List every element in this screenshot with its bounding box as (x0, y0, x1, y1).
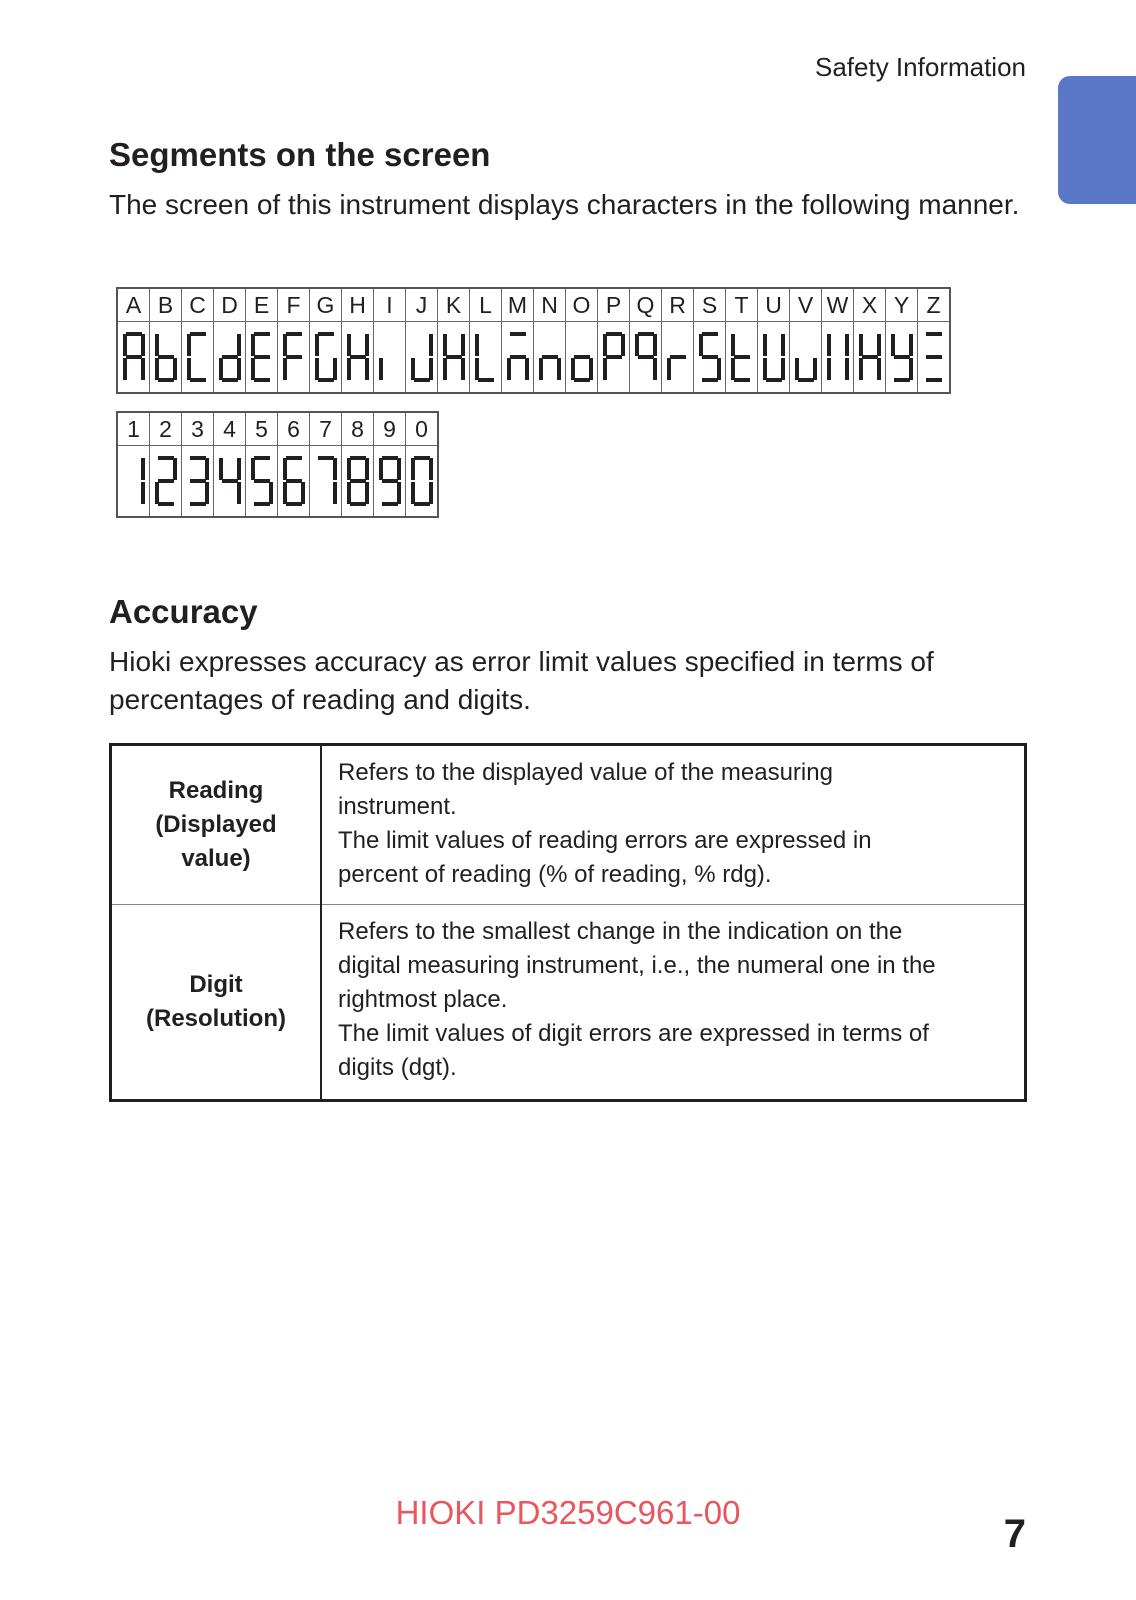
segment-e (347, 482, 351, 504)
character-segment-cell (566, 322, 598, 394)
character-segment-cell (918, 322, 951, 394)
segment-g (734, 355, 750, 359)
segment-f (443, 334, 447, 356)
segment-e (155, 482, 159, 504)
segment-c (877, 358, 881, 380)
segment-c (397, 482, 401, 504)
segment-f (475, 334, 479, 356)
character-segment-cell (182, 446, 214, 518)
character-segment-cell (182, 322, 214, 394)
character-label: D (214, 288, 246, 322)
segment-g (638, 355, 654, 359)
character-segment-cell (117, 322, 150, 394)
character-segment-cell (502, 322, 534, 394)
segment-e (667, 358, 671, 380)
segment-f (347, 458, 351, 480)
segment-g (606, 355, 622, 359)
segment-d (414, 378, 430, 382)
character-label: A (117, 288, 150, 322)
character-segment-cell (117, 446, 150, 518)
character-segment-cell (854, 322, 886, 394)
lcd-glyph-icon (571, 332, 593, 382)
segment-g (286, 355, 302, 359)
segment-d (894, 378, 910, 382)
segment-c (429, 358, 433, 380)
segment-b (333, 458, 337, 480)
character-segment-cell (310, 322, 342, 394)
lcd-glyph-icon (155, 456, 177, 506)
segment-g (254, 479, 270, 483)
page-number: 7 (1003, 1512, 1026, 1556)
segment-g (222, 479, 238, 483)
segment-f (379, 458, 383, 480)
lcd-glyph-icon (347, 456, 369, 506)
segment-a (254, 332, 270, 336)
segment-b (621, 334, 625, 356)
segment-b (205, 458, 209, 480)
lcd-glyph-icon (603, 332, 625, 382)
segment-c (301, 482, 305, 504)
segment-e (763, 358, 767, 380)
segment-g (542, 355, 558, 359)
segment-d (222, 378, 238, 382)
lcd-glyph-icon (443, 332, 465, 382)
character-segment-cell (278, 322, 310, 394)
character-label: P (598, 288, 630, 322)
lcd-glyph-icon (283, 332, 305, 382)
segment-f (699, 334, 703, 356)
segment-d (798, 378, 814, 382)
lcd-glyph-icon (731, 332, 753, 382)
lcd-glyph-icon (667, 332, 689, 382)
segment-b (653, 334, 657, 356)
segment-f (603, 334, 607, 356)
term-line: (Displayed (155, 811, 277, 838)
segment-f (283, 334, 287, 356)
description-line: instrument. (338, 793, 457, 820)
character-segment-cell (758, 322, 790, 394)
character-label: 8 (342, 412, 374, 446)
segment-b (141, 458, 145, 480)
segment-d (158, 502, 174, 506)
character-label: S (694, 288, 726, 322)
segment-f (891, 334, 895, 356)
segment-g (574, 355, 590, 359)
segment-g (382, 479, 398, 483)
lcd-glyph-icon (283, 456, 305, 506)
accuracy-row-reading (111, 745, 1026, 905)
segment-a (286, 456, 302, 460)
character-label: C (182, 288, 214, 322)
character-segment-cell (726, 322, 758, 394)
character-segment-cell (246, 322, 278, 394)
segment-e (283, 482, 287, 504)
segment-g (158, 479, 174, 483)
segment-f (731, 334, 735, 356)
description-line: Refers to the smallest change in the indication on the (338, 918, 903, 945)
segment-d (286, 502, 302, 506)
segment-g (926, 355, 942, 359)
segment-c (653, 358, 657, 380)
accuracy-row-digit (111, 905, 1026, 1101)
segment-e (219, 358, 223, 380)
segment-c (557, 358, 561, 380)
segment-c (429, 482, 433, 504)
segment-g (126, 355, 142, 359)
document-code: HIOKI PD3259C961-00 (395, 1494, 741, 1531)
segment-g (158, 355, 174, 359)
segment-d (190, 378, 206, 382)
lcd-glyph-icon (347, 332, 369, 382)
character-segment-cell (246, 446, 278, 518)
segment-e (315, 358, 319, 380)
segment-e (539, 358, 543, 380)
segment-c (365, 358, 369, 380)
lcd-glyph-icon (699, 332, 721, 382)
lcd-glyph-icon (411, 456, 433, 506)
letter-segment-table (116, 287, 951, 394)
term-line: value) (181, 845, 251, 872)
lcd-glyph-icon (379, 332, 401, 382)
segment-c (813, 358, 817, 380)
character-segment-cell (790, 322, 822, 394)
character-label: L (470, 288, 502, 322)
segment-d (478, 378, 494, 382)
segment-b (141, 334, 145, 356)
character-label: N (534, 288, 566, 322)
character-segment-cell (534, 322, 566, 394)
segment-c (269, 482, 273, 504)
lcd-glyph-icon (219, 332, 241, 382)
character-label: U (758, 288, 790, 322)
segment-e (123, 358, 127, 380)
lcd-glyph-icon (891, 332, 913, 382)
segment-b (173, 458, 177, 480)
segment-g (702, 355, 718, 359)
segment-g (510, 355, 526, 359)
character-segment-cell (470, 322, 502, 394)
lcd-glyph-icon (827, 332, 849, 382)
segment-b (237, 458, 241, 480)
character-segment-cell (374, 322, 406, 394)
running-header: Safety Information (815, 52, 1026, 82)
character-label: O (566, 288, 598, 322)
segment-c (461, 358, 465, 380)
lcd-glyph-icon (123, 332, 145, 382)
segment-a (286, 332, 302, 336)
segment-d (734, 378, 750, 382)
lcd-glyph-icon (187, 456, 209, 506)
segment-e (571, 358, 575, 380)
character-label: 0 (406, 412, 439, 446)
character-label: 1 (117, 412, 150, 446)
lcd-glyph-icon (315, 332, 337, 382)
segments-section (109, 136, 1029, 224)
segment-d (574, 378, 590, 382)
description-line: Refers to the displayed value of the measuring (338, 759, 833, 786)
segment-a (190, 332, 206, 336)
description-cell (321, 905, 1026, 1101)
lcd-glyph-icon (859, 332, 881, 382)
segment-c (237, 358, 241, 380)
segment-e (187, 358, 191, 380)
character-label: 5 (246, 412, 278, 446)
segment-d (766, 378, 782, 382)
segment-g (190, 479, 206, 483)
lcd-glyph-icon (251, 456, 273, 506)
chapter-tab (1058, 76, 1136, 204)
segment-g (222, 355, 238, 359)
segment-a (158, 456, 174, 460)
segment-d (382, 502, 398, 506)
segment-a (126, 332, 142, 336)
segment-d (158, 378, 174, 382)
segment-c (141, 482, 145, 504)
segment-a (638, 332, 654, 336)
segment-c (333, 482, 337, 504)
character-label: I (374, 288, 406, 322)
segment-c (717, 358, 721, 380)
segment-c (205, 482, 209, 504)
character-segment-cell (214, 446, 246, 518)
term-line: Digit (189, 971, 243, 998)
segment-e (411, 358, 415, 380)
segment-a (318, 456, 334, 460)
character-label: Z (918, 288, 951, 322)
segment-c (525, 358, 529, 380)
segment-e (155, 358, 159, 380)
character-label: H (342, 288, 374, 322)
character-label: B (150, 288, 182, 322)
segment-b (461, 334, 465, 356)
segment-d (702, 378, 718, 382)
character-label: Y (886, 288, 918, 322)
character-segment-cell (310, 446, 342, 518)
character-segment-cell (342, 322, 374, 394)
character-label: W (822, 288, 854, 322)
segment-e (603, 358, 607, 380)
character-segment-cell (886, 322, 918, 394)
character-label: F (278, 288, 310, 322)
character-segment-cell (694, 322, 726, 394)
character-label: J (406, 288, 438, 322)
segment-e (859, 358, 863, 380)
character-label: V (790, 288, 822, 322)
segment-g (862, 355, 878, 359)
segments-intro: The screen of this instrument displays characters in the following manner. (109, 189, 1020, 220)
character-label: R (662, 288, 694, 322)
accuracy-intro: Hioki expresses accuracy as error limit values specified in terms of percentages of reading and digits. (109, 646, 934, 715)
character-label: X (854, 288, 886, 322)
segment-f (763, 334, 767, 356)
segment-c (333, 358, 337, 380)
description-line: percent of reading (% of reading, % rdg). (338, 861, 772, 888)
character-segment-cell (406, 446, 439, 518)
accuracy-section (109, 593, 1029, 719)
character-label: 2 (150, 412, 182, 446)
segment-a (926, 332, 942, 336)
character-segment-cell (822, 322, 854, 394)
segment-e (251, 358, 255, 380)
segment-e (443, 358, 447, 380)
character-segment-cell (374, 446, 406, 518)
description-line: rightmost place. (338, 986, 508, 1013)
segment-b (365, 334, 369, 356)
character-label: G (310, 288, 342, 322)
character-label: 6 (278, 412, 310, 446)
segment-b (429, 458, 433, 480)
segment-c (909, 358, 913, 380)
segment-g (254, 355, 270, 359)
lcd-glyph-icon (475, 332, 497, 382)
segment-d (190, 502, 206, 506)
digit-segment-table (116, 411, 439, 518)
lcd-glyph-icon (155, 332, 177, 382)
segment-g (350, 355, 366, 359)
description-line: The limit values of reading errors are expressed in (338, 827, 872, 854)
character-segment-cell (342, 446, 374, 518)
segment-d (254, 502, 270, 506)
segment-e (827, 358, 831, 380)
segment-g (446, 355, 462, 359)
segment-b (237, 334, 241, 356)
segment-f (283, 458, 287, 480)
segment-c (141, 358, 145, 380)
lcd-glyph-icon (123, 456, 145, 506)
lcd-glyph-icon (763, 332, 785, 382)
segment-d (254, 378, 270, 382)
character-label: Q (630, 288, 662, 322)
segment-f (411, 458, 415, 480)
description-line: The limit values of digit errors are expressed in terms of (338, 1020, 929, 1047)
segment-a (254, 456, 270, 460)
segment-d (926, 378, 942, 382)
segment-e (347, 358, 351, 380)
segment-e (411, 482, 415, 504)
segment-e (795, 358, 799, 380)
segment-b (397, 458, 401, 480)
character-label: T (726, 288, 758, 322)
term-cell (111, 745, 322, 905)
segment-a (190, 456, 206, 460)
lcd-glyph-icon (187, 332, 209, 382)
character-label: 3 (182, 412, 214, 446)
segment-f (219, 458, 223, 480)
segment-e (507, 358, 511, 380)
segment-a (350, 456, 366, 460)
character-label: 4 (214, 412, 246, 446)
segment-c (365, 482, 369, 504)
segment-f (315, 334, 319, 356)
character-label: K (438, 288, 470, 322)
segment-g (894, 355, 910, 359)
character-segment-cell (214, 322, 246, 394)
segment-g (670, 355, 686, 359)
lcd-glyph-icon (635, 332, 657, 382)
segment-b (845, 334, 849, 356)
description-line: digital measuring instrument, i.e., the numeral one in the (338, 952, 936, 979)
lcd-glyph-icon (251, 332, 273, 382)
term-cell (111, 905, 322, 1101)
segment-a (318, 332, 334, 336)
segment-e (731, 358, 735, 380)
segment-f (635, 334, 639, 356)
segment-e (283, 358, 287, 380)
character-segment-cell (150, 322, 182, 394)
character-segment-cell (438, 322, 470, 394)
lcd-glyph-icon (219, 456, 241, 506)
segment-c (589, 358, 593, 380)
segment-c (237, 482, 241, 504)
segment-e (379, 358, 383, 380)
segment-b (781, 334, 785, 356)
accuracy-table (109, 743, 1027, 1102)
character-segment-cell (406, 322, 438, 394)
segment-a (414, 456, 430, 460)
lcd-glyph-icon (795, 332, 817, 382)
segment-f (347, 334, 351, 356)
segment-f (251, 458, 255, 480)
segment-d (318, 378, 334, 382)
lcd-glyph-icon (923, 332, 945, 382)
segment-a (510, 332, 526, 336)
term-line: (Resolution) (146, 1005, 286, 1032)
segment-g (350, 479, 366, 483)
lcd-glyph-icon (507, 332, 529, 382)
segment-a (702, 332, 718, 336)
segment-c (781, 358, 785, 380)
lcd-glyph-icon (539, 332, 561, 382)
segment-f (827, 334, 831, 356)
segment-b (429, 334, 433, 356)
segment-b (877, 334, 881, 356)
segment-b (909, 334, 913, 356)
character-segment-cell (630, 322, 662, 394)
description-cell (321, 745, 1026, 905)
segment-a (606, 332, 622, 336)
character-label: 9 (374, 412, 406, 446)
segment-b (365, 458, 369, 480)
character-segment-cell (598, 322, 630, 394)
segment-f (251, 334, 255, 356)
character-segment-cell (278, 446, 310, 518)
character-label: 7 (310, 412, 342, 446)
segment-e (475, 358, 479, 380)
segment-f (859, 334, 863, 356)
character-segment-cell (662, 322, 694, 394)
lcd-glyph-icon (315, 456, 337, 506)
lcd-glyph-icon (411, 332, 433, 382)
description-line: digits (dgt). (338, 1054, 457, 1081)
lcd-glyph-icon (379, 456, 401, 506)
segment-a (382, 456, 398, 460)
segments-heading: Segments on the screen (109, 136, 491, 173)
character-label: M (502, 288, 534, 322)
segment-f (123, 334, 127, 356)
term-line: Reading (168, 777, 264, 804)
character-segment-cell (150, 446, 182, 518)
segment-d (414, 502, 430, 506)
character-label: E (246, 288, 278, 322)
accuracy-heading: Accuracy (109, 593, 258, 630)
segment-d (350, 502, 366, 506)
segment-f (187, 334, 191, 356)
segment-c (845, 358, 849, 380)
segment-c (173, 358, 177, 380)
segment-f (155, 334, 159, 356)
segment-g (286, 479, 302, 483)
